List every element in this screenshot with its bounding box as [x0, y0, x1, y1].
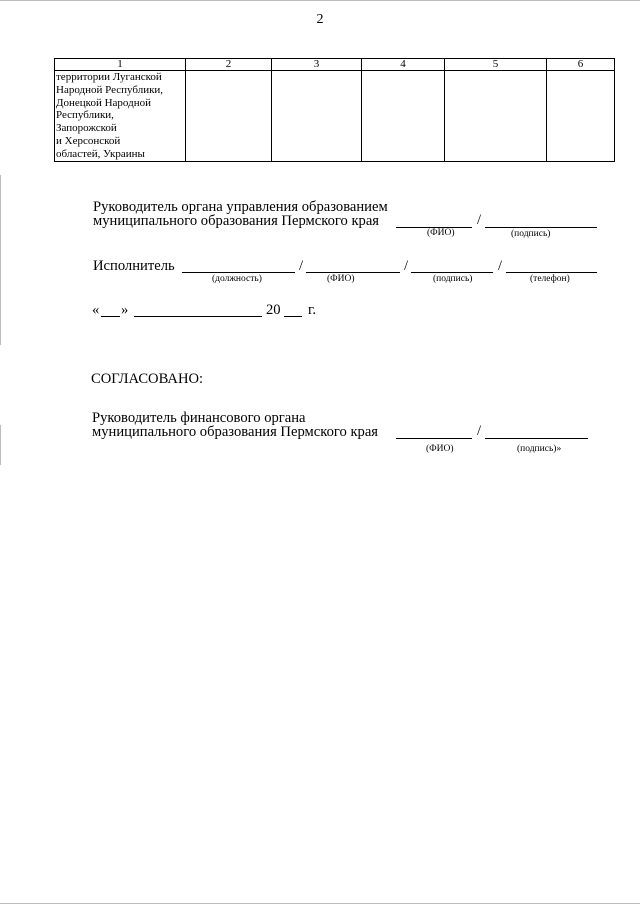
table-cell [186, 71, 272, 162]
territory-line: территории Луганской [56, 71, 162, 83]
table-header-cell: 3 [272, 59, 362, 71]
date-month-field[interactable] [134, 316, 262, 317]
executor-caption-phone: (телефон) [530, 274, 570, 284]
table-cell-territory [55, 71, 186, 162]
table-header-cell: 1 [55, 59, 186, 71]
executor-label: Исполнитель [93, 258, 175, 274]
executor-separator-3: / [498, 258, 503, 274]
table-header-row [55, 59, 615, 71]
executor-position-field[interactable] [182, 272, 295, 273]
date-year-prefix: 20 [266, 302, 281, 318]
executor-caption-position: (должность) [212, 274, 262, 284]
head-separator: / [477, 212, 482, 228]
approved-caption-signature: (подпись)» [517, 444, 562, 454]
date-quote-close: » [121, 302, 129, 318]
approved-line2: муниципального образования Пермского края [92, 424, 379, 440]
approved-line1: Руководитель финансового органа [92, 410, 306, 426]
head-caption-fio: (ФИО) [427, 228, 455, 238]
data-table [54, 58, 615, 162]
executor-fio-field[interactable] [306, 272, 400, 273]
territory-line: Республики, [56, 109, 114, 122]
table-header-cell: 6 [547, 59, 615, 71]
date-year-suffix: г. [308, 302, 316, 318]
scan-edge-top [0, 0, 640, 1]
approved-title: СОГЛАСОВАНО: [91, 371, 204, 387]
territory-line: Народной Республики, [56, 83, 164, 96]
approved-signature-field[interactable] [485, 438, 588, 439]
territory-line: Запорожской [56, 122, 117, 135]
table-header-cell: 4 [362, 59, 445, 71]
executor-caption-signature: (подпись) [433, 274, 473, 284]
date-day-field[interactable] [101, 316, 120, 317]
approved-separator: / [477, 423, 482, 439]
table-cell [272, 71, 362, 162]
scan-edge-bottom [0, 903, 640, 904]
executor-separator-2: / [404, 258, 409, 274]
table-cell [547, 71, 615, 162]
date-quote-open: « [92, 302, 100, 318]
table-header-cell: 2 [186, 59, 272, 71]
table-cell [362, 71, 445, 162]
table-header-cell: 5 [445, 59, 547, 71]
head-title-line2: муниципального образования Пермского края [93, 213, 380, 229]
territory-line: Донецкой Народной [56, 96, 151, 109]
head-caption-signature: (подпись) [511, 229, 551, 239]
head-title-line1: Руководитель органа управления образованием [93, 199, 388, 215]
executor-separator-1: / [299, 258, 304, 274]
executor-caption-fio: (ФИО) [327, 274, 355, 284]
table-cell [445, 71, 547, 162]
scan-edge-left-lower [0, 425, 1, 465]
approved-fio-field[interactable] [396, 438, 472, 439]
approved-caption-fio: (ФИО) [426, 444, 454, 454]
table-row [55, 71, 615, 162]
territory-line: областей, Украины [56, 147, 145, 160]
executor-signature-field[interactable] [411, 272, 493, 273]
territory-line: и Херсонской [56, 134, 121, 147]
head-signature-field[interactable] [485, 227, 597, 228]
scan-edge-left-upper [0, 175, 1, 345]
page-number: 2 [316, 12, 324, 27]
date-year-field[interactable] [284, 316, 302, 317]
executor-phone-field[interactable] [506, 272, 597, 273]
